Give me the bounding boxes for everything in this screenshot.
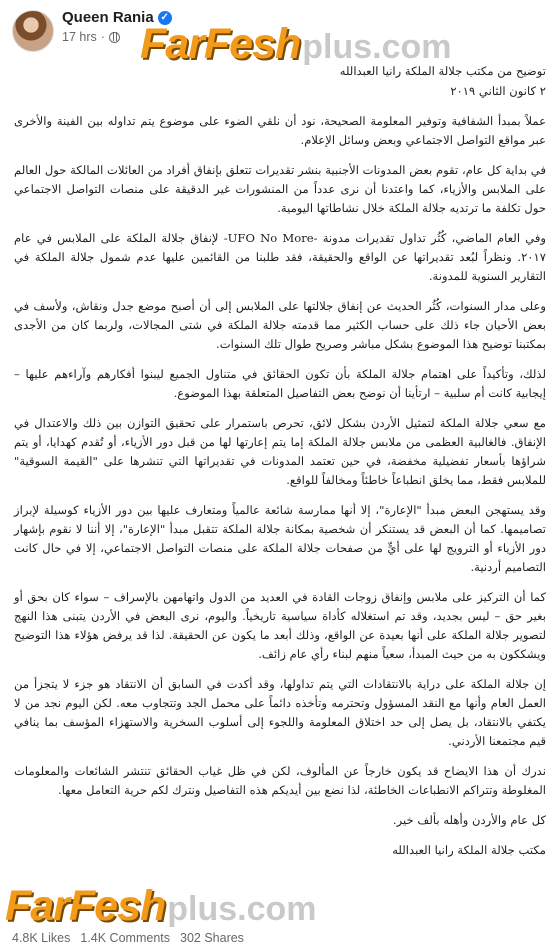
watermark-main: FarFesh xyxy=(5,882,166,930)
post-paragraph: ندرك أن هذا الايضاح قد يكون خارجاً عن المألوف، لكن في ظل غياب الحقائق تنتشر الشائعات والمعلومات المغلوطة وتتراكم الانطباعات الخاطئة، لذا نضع بين أيديكم هذه التفاصيل ونترك لكم حرية التعامل معها. xyxy=(14,764,546,797)
post-paragraph: إن جلالة الملكة على دراية بالانتقادات التي يتم تداولها، وقد أكدت في السابق أن الانتقاد هو جزء لا يتجزأ من العمل العام وأنها مع النقد المسؤول وتحترمه وتأخذه دائماً على محمل الجد وتتجاوب معه. لكن اليوم نجد من لا يكتفي بالانتقاد، بل يصل إلى حد اختلاق المعلومة واللجوء إلى أسلوب السخرية والاستهزاء المؤسف بما ينافي قيم مجتمعنا الأردني. xyxy=(14,677,546,748)
post-paragraph: عملاً بمبدأ الشفافية وتوفير المعلومة الصحيحة، نود أن نلقي الضوء على موضوع يتم تداوله بين الفينة والأخرى عبر مواقع التواصل الاجتماعي وبعض وسائل الإعلام. xyxy=(14,114,546,147)
post-paragraph: وقد يستهجن البعض مبدأ "الإعارة"، إلا أنها ممارسة شائعة عالمياً ومتعارف عليها بين دور الأزياء كوسيلة لإبراز تصاميمها. كما أن البعض قد يستنكر أن شخصية بمكانة جلالة الملكة تتقبل مبدأ "الإعارة"، إلا أننا لا نقوم بإشهار دور الأزياء أو الترويج لها على أيٍّ من صفحات جلالة الملكة على منصات التواصل الاجتماعي، إلا في حال كانت التصاميم أردنية. xyxy=(14,503,546,574)
post-body xyxy=(14,62,546,871)
comments-count[interactable]: 1.4K Comments xyxy=(80,931,170,945)
watermark-bottom xyxy=(5,882,317,931)
post-paragraph: كما أن التركيز على ملابس وإنفاق زوجات القادة في العديد من الدول واتهامهن بالإسراف – سواء كان بحق أو بغير حق – ليس بجديد، وقد تم استغلاله كأداة سياسية تاريخياً. واليوم، نرى البعض في الأردن يتبنى هذا النهج لتصوير جلالة الملكة على أنها بعيدة عن الواقع، وذلك أبعد ما يكون عن الحقيقة. لذا قد يرفض هؤلاء هذا التوضيح ويشككون به من حيث المبدأ، سعياً منهم لبناء رأي عام زائف. xyxy=(14,590,546,661)
verified-icon: ✓ xyxy=(158,11,172,25)
avatar[interactable] xyxy=(12,10,54,52)
post-header xyxy=(0,0,560,58)
post-paragraph: مع سعي جلالة الملكة لتمثيل الأردن بشكل لائق، تحرص باستمرار على تحقيق التوازن بين ذلك والاعتدال في الإنفاق. فالغالبية العظمى من ملابس جلالة الملكة إما يتم إعارتها لها من قبل دور الأزياء، أو تُقدم كهدايا، أو يتم شراؤها بأسعار تفضيلية مخفضة، في حين تعتمد المدونات في تقديراتها التي تنشرها على "القيمة السوقية" للملابس فقط، مما يخلق انطباعاً خاطئاً ومخالفاً للواقع. xyxy=(14,416,546,487)
shares-count[interactable]: 302 Shares xyxy=(180,931,244,945)
post-timestamp[interactable]: 17 hrs xyxy=(62,30,97,44)
post-paragraph: لذلك، وتأكيداً على اهتمام جلالة الملكة بأن تكون الحقائق في متناول الجميع ليبنوا أفكارهم وآراءهم عليها – إيجابية كانت أم سلبية – ارتأينا أن نوضح بعض التفاصيل المتعلقة بهذا الموضوع. xyxy=(14,367,546,400)
watermark-sub: plus.com xyxy=(167,890,317,928)
author-name[interactable] xyxy=(62,9,172,26)
post-heading: توضيح من مكتب جلالة الملكة رانيا العبدالله xyxy=(339,64,546,78)
meta-separator: · xyxy=(100,30,105,44)
post-date: ٢ كانون الثاني ٢٠١٩ xyxy=(450,84,546,98)
post-signature: مكتب جلالة الملكة رانيا العبدالله xyxy=(392,843,546,857)
engagement-stats xyxy=(12,931,244,945)
post-paragraph: وفي العام الماضي، كُثُر تداول تقديرات مدونة -UFO No More- لإنفاق جلالة الملكة على الملابس في عام ٢٠١٧. ونظراً لبُعد تقديراتها عن الواقع والحقيقة، فقد طلبنا من القائمين عليها عدم شمول جلالة الملكة في التقارير السنوية للمدونة. xyxy=(14,231,546,283)
likes-count[interactable]: 4.8K Likes xyxy=(12,931,71,945)
post-meta xyxy=(62,30,120,44)
watermark-main: FarFesh xyxy=(140,20,301,68)
post-paragraph: وعلى مدار السنوات، كُثُر الحديث عن إنفاق جلالتها على الملابس إلى أن أصبح موضع جدل ونقاش، ولأسف في بعض الأحيان جاء ذلك على حساب الكثير مما قدمته جلالة الملكة في شتى المجالات، ولربما كان من الأجدى بمكتبنا توضيح هذا الموضوع بشكل مباشر وصريح طوال تلك السنوات. xyxy=(14,299,546,351)
watermark-sub: plus.com xyxy=(302,28,452,66)
post-closing: كل عام والأردن وأهله بألف خير. xyxy=(392,813,546,827)
post-paragraph: في بداية كل عام، تقوم بعض المدونات الأجنبية بنشر تقديرات تتعلق بإنفاق أفراد من العائلات المالكة حول العالم على الملابس والأزياء، كما واعتدنا أن نرى عدداً من المنشورات غير الدقيقة على منصات التواصل الاجتماعي حول تكلفة ما ترتديه جلالة الملكة خلال نشاطاتها اليومية. xyxy=(14,163,546,215)
author-name-label[interactable]: Queen Rania xyxy=(62,9,154,26)
globe-icon xyxy=(109,32,120,43)
